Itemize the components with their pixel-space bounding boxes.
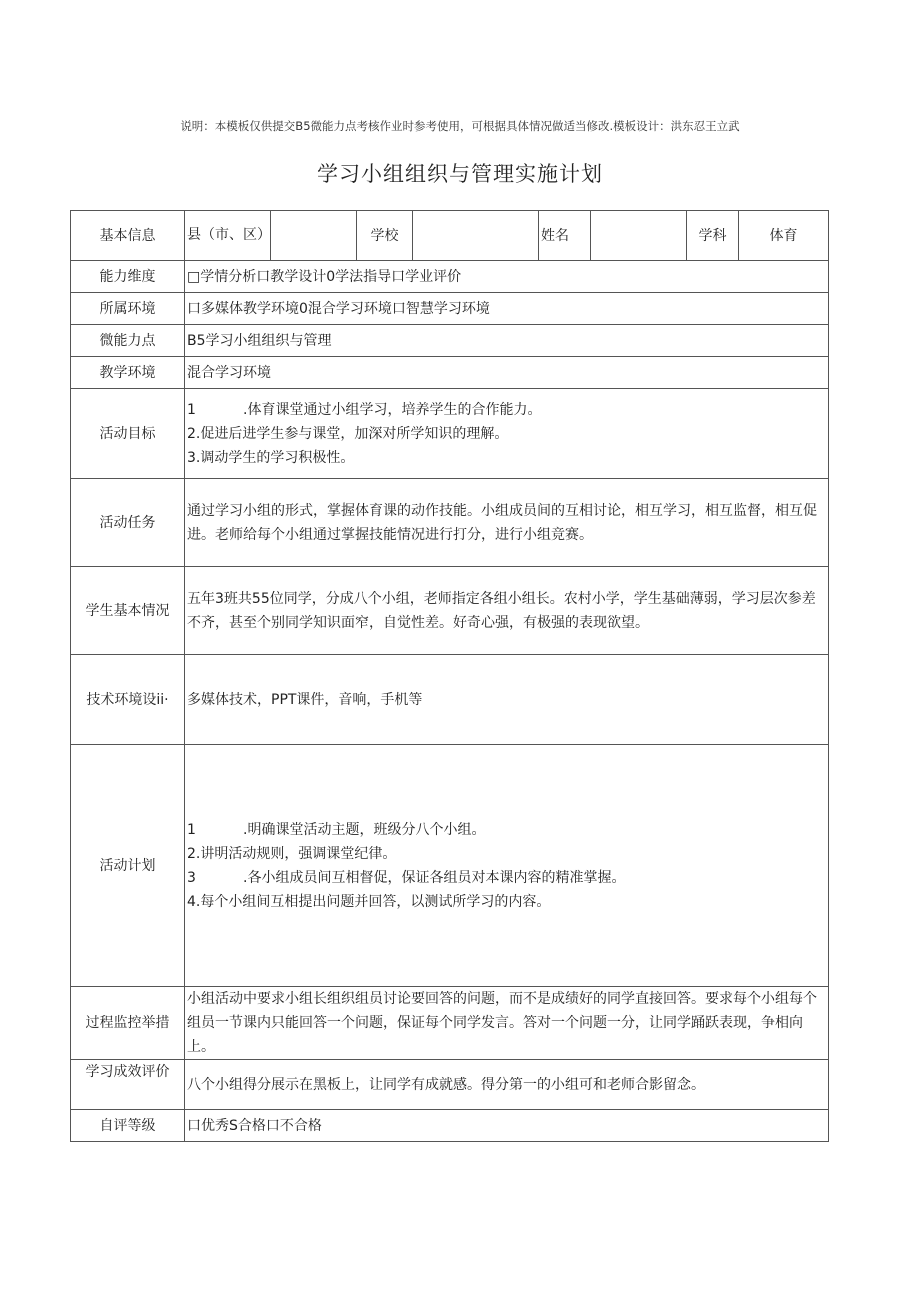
tech-label: 技术环境设ii· xyxy=(71,655,185,745)
evaluation-row xyxy=(71,1060,829,1110)
environment-label: 所属环境 xyxy=(71,293,185,325)
county-field[interactable] xyxy=(271,211,357,261)
plan-form-table xyxy=(70,210,829,1142)
goals-row xyxy=(71,389,829,479)
goal-item: 3.调动学生的学习积极性。 xyxy=(187,449,355,466)
micro-point-label: 微能力点 xyxy=(71,325,185,357)
micro-point-value[interactable]: B5学习小组组织与管理 xyxy=(185,325,829,357)
subject-field[interactable]: 体育 xyxy=(739,211,829,261)
name-label: 姓名 xyxy=(539,211,591,261)
tasks-row xyxy=(71,479,829,567)
plan-value[interactable] xyxy=(185,745,829,987)
county-label: 县（市、区） xyxy=(185,211,271,261)
plan-item: 2.讲明活动规则，强调课堂纪律。 xyxy=(187,845,397,862)
tech-value[interactable]: 多媒体技术，PPT课件，音响，手机等 xyxy=(185,655,829,745)
students-row xyxy=(71,567,829,655)
self-rating-value[interactable]: 口优秀S合格口不合格 xyxy=(185,1110,829,1142)
school-field[interactable] xyxy=(413,211,539,261)
monitor-value[interactable]: 小组活动中要求小组长组织组员讨论要回答的问题，而不是成绩好的同学直接回答。要求每个小组每个组员一节课内只能回答一个问题，保证每个同学发言。答对一个问题一分，让同学踊跃表现，争相向上。 xyxy=(185,987,829,1060)
teaching-env-value[interactable]: 混合学习环境 xyxy=(185,357,829,389)
monitor-label: 过程监控举措 xyxy=(71,987,185,1060)
plan-label: 活动计划 xyxy=(71,745,185,987)
ability-value[interactable]: □学情分析口教学设计0学法指导口学业评价 xyxy=(185,261,829,293)
goal-item: 2.促进后进学生参与课堂，加深对所学知识的理解。 xyxy=(187,425,509,442)
goals-value[interactable] xyxy=(185,389,829,479)
info-row xyxy=(71,211,829,261)
ability-label: 能力维度 xyxy=(71,261,185,293)
tech-row xyxy=(71,655,829,745)
teaching-env-label: 教学环境 xyxy=(71,357,185,389)
name-field[interactable] xyxy=(591,211,687,261)
students-label: 学生基本情况 xyxy=(71,567,185,655)
micro-point-row xyxy=(71,325,829,357)
page-title: 学习小组组织与管理实施计划 xyxy=(317,162,603,186)
ability-row xyxy=(71,261,829,293)
evaluation-label: 学习成效评价 xyxy=(71,1060,185,1110)
self-rating-row xyxy=(71,1110,829,1142)
goals-label: 活动目标 xyxy=(71,389,185,479)
tasks-value[interactable]: 通过学习小组的形式，掌握体育课的动作技能。小组成员间的互相讨论，相互学习，相互监督，相互促进。老师给每个小组通过掌握技能情况进行打分，进行小组竞赛。 xyxy=(185,479,829,567)
goal-item: 1 .体育课堂通过小组学习，培养学生的合作能力。 xyxy=(187,401,542,418)
plan-item: 1 .明确课堂活动主题，班级分八个小组。 xyxy=(187,821,486,838)
school-label: 学校 xyxy=(357,211,413,261)
template-note: 说明：本模板仅供提交B5微能力点考核作业时参考使用，可根据具体情况做适当修改.模板设计：洪东忍王立武 xyxy=(180,119,740,133)
monitor-row xyxy=(71,987,829,1060)
plan-row xyxy=(71,745,829,987)
plan-item: 4.每个小组间互相提出问题并回答，以测试所学习的内容。 xyxy=(187,893,551,910)
subject-label: 学科 xyxy=(687,211,739,261)
environment-value[interactable]: 口多媒体教学环境0混合学习环境口智慧学习环境 xyxy=(185,293,829,325)
teaching-env-row xyxy=(71,357,829,389)
tasks-label: 活动任务 xyxy=(71,479,185,567)
plan-item: 3 .各小组成员间互相督促，保证各组员对本课内容的精准掌握。 xyxy=(187,869,626,886)
evaluation-value[interactable]: 八个小组得分展示在黑板上，让同学有成就感。得分第一的小组可和老师合影留念。 xyxy=(185,1060,829,1110)
self-rating-label: 自评等级 xyxy=(71,1110,185,1142)
students-value[interactable]: 五年3班共55位同学，分成八个小组，老师指定各组小组长。农村小学，学生基础薄弱，学习层次参差不齐，甚至个别同学知识面窄，自觉性差。好奇心强，有极强的表现欲望。 xyxy=(185,567,829,655)
environment-row xyxy=(71,293,829,325)
info-label: 基本信息 xyxy=(71,211,185,261)
